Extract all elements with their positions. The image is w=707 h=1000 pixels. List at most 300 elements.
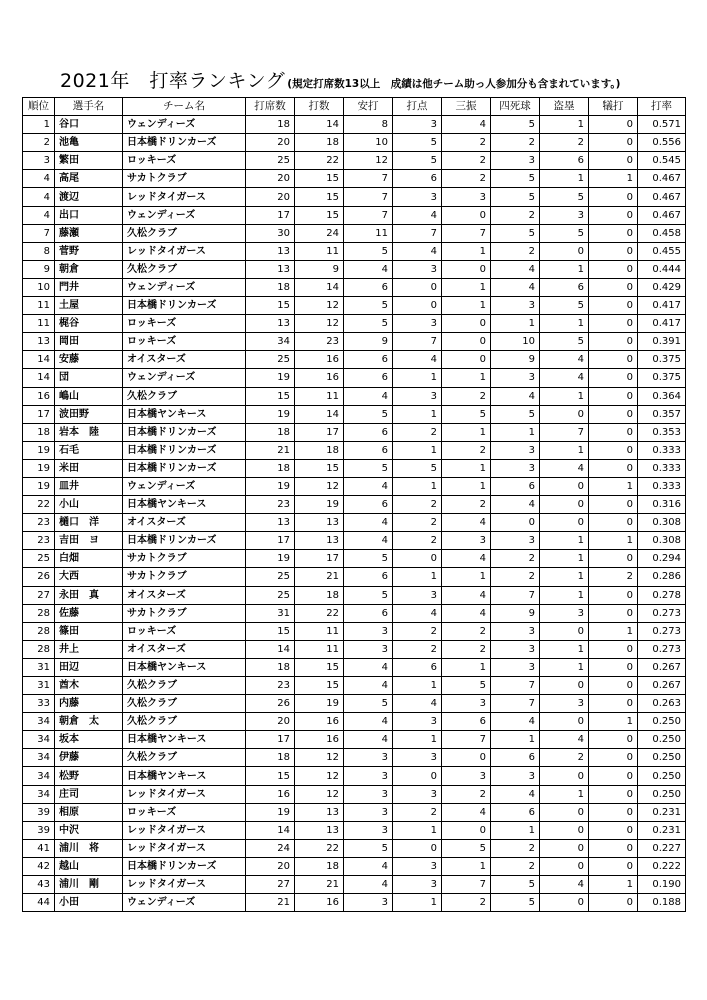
- rank-cell: 9: [23, 260, 55, 278]
- hits-cell: 7: [344, 206, 393, 224]
- rbi-cell: 1: [393, 441, 442, 459]
- player-name-cell: 朝倉: [55, 260, 123, 278]
- strikeouts-cell: 0: [442, 749, 491, 767]
- rank-cell: 18: [23, 423, 55, 441]
- plate-appearances-cell: 34: [246, 333, 295, 351]
- walks-hbp-cell: 2: [491, 550, 540, 568]
- rank-cell: 31: [23, 658, 55, 676]
- plate-appearances-cell: 19: [246, 803, 295, 821]
- team-name-cell: ロッキーズ: [123, 333, 246, 351]
- at-bats-cell: 14: [295, 278, 344, 296]
- at-bats-cell: 15: [295, 658, 344, 676]
- team-name-cell: レッドタイガース: [123, 242, 246, 260]
- table-row: [23, 206, 686, 224]
- plate-appearances-cell: 17: [246, 731, 295, 749]
- player-name-cell: 酋木: [55, 677, 123, 695]
- plate-appearances-cell: 18: [246, 278, 295, 296]
- sacrifice-cell: 0: [589, 224, 638, 242]
- strikeouts-cell: 7: [442, 876, 491, 894]
- at-bats-cell: 14: [295, 405, 344, 423]
- plate-appearances-cell: 15: [246, 622, 295, 640]
- player-name-cell: 朝倉 太: [55, 713, 123, 731]
- rbi-cell: 5: [393, 459, 442, 477]
- player-name-cell: 坂本: [55, 731, 123, 749]
- player-name-cell: 樋口 洋: [55, 514, 123, 532]
- walks-hbp-cell: 6: [491, 803, 540, 821]
- plate-appearances-cell: 17: [246, 206, 295, 224]
- player-name-cell: 白畑: [55, 550, 123, 568]
- stolen-bases-cell: 5: [540, 333, 589, 351]
- strikeouts-cell: 0: [442, 351, 491, 369]
- batting-average-cell: 0.316: [638, 496, 686, 514]
- strikeouts-cell: 0: [442, 206, 491, 224]
- stolen-bases-cell: 5: [540, 224, 589, 242]
- walks-hbp-cell: 7: [491, 695, 540, 713]
- batting-average-cell: 0.250: [638, 767, 686, 785]
- rank-cell: 31: [23, 677, 55, 695]
- plate-appearances-cell: 14: [246, 821, 295, 839]
- player-name-cell: 梶谷: [55, 315, 123, 333]
- team-name-cell: 日本橋ヤンキース: [123, 405, 246, 423]
- team-name-cell: 日本橋ヤンキース: [123, 767, 246, 785]
- stolen-bases-cell: 1: [540, 387, 589, 405]
- strikeouts-cell: 0: [442, 315, 491, 333]
- rbi-cell: 0: [393, 297, 442, 315]
- stolen-bases-cell: 0: [540, 857, 589, 875]
- table-row: [23, 134, 686, 152]
- plate-appearances-cell: 20: [246, 134, 295, 152]
- strikeouts-cell: 1: [442, 568, 491, 586]
- batting-average-cell: 0.417: [638, 297, 686, 315]
- rbi-cell: 6: [393, 658, 442, 676]
- at-bats-cell: 16: [295, 351, 344, 369]
- at-bats-cell: 15: [295, 459, 344, 477]
- at-bats-cell: 12: [295, 785, 344, 803]
- hits-cell: 6: [344, 604, 393, 622]
- team-name-cell: 日本橋ヤンキース: [123, 496, 246, 514]
- plate-appearances-cell: 26: [246, 695, 295, 713]
- at-bats-cell: 24: [295, 224, 344, 242]
- plate-appearances-cell: 14: [246, 640, 295, 658]
- plate-appearances-cell: 20: [246, 713, 295, 731]
- walks-hbp-cell: 10: [491, 333, 540, 351]
- rbi-cell: 1: [393, 677, 442, 695]
- stolen-bases-cell: 1: [540, 441, 589, 459]
- stolen-bases-cell: 0: [540, 622, 589, 640]
- rank-cell: 34: [23, 785, 55, 803]
- table-row: [23, 459, 686, 477]
- rank-cell: 17: [23, 405, 55, 423]
- title-note: (規定打席数13以上 成績は他チーム助っ人参加分も含まれています。): [287, 78, 621, 90]
- batting-average-cell: 0.467: [638, 170, 686, 188]
- sacrifice-cell: 0: [589, 803, 638, 821]
- rank-cell: 26: [23, 568, 55, 586]
- stolen-bases-cell: 1: [540, 568, 589, 586]
- hits-cell: 5: [344, 405, 393, 423]
- at-bats-cell: 9: [295, 260, 344, 278]
- plate-appearances-cell: 20: [246, 188, 295, 206]
- walks-hbp-cell: 4: [491, 260, 540, 278]
- batting-average-cell: 0.353: [638, 423, 686, 441]
- at-bats-cell: 15: [295, 206, 344, 224]
- strikeouts-cell: 6: [442, 713, 491, 731]
- rbi-cell: 2: [393, 622, 442, 640]
- walks-hbp-cell: 9: [491, 604, 540, 622]
- table-row: [23, 713, 686, 731]
- rank-cell: 13: [23, 333, 55, 351]
- plate-appearances-cell: 18: [246, 459, 295, 477]
- rank-cell: 39: [23, 803, 55, 821]
- plate-appearances-cell: 15: [246, 297, 295, 315]
- plate-appearances-cell: 15: [246, 767, 295, 785]
- hits-cell: 5: [344, 839, 393, 857]
- col-header: 打率: [638, 98, 686, 116]
- player-name-cell: 石毛: [55, 441, 123, 459]
- rank-cell: 39: [23, 821, 55, 839]
- strikeouts-cell: 5: [442, 677, 491, 695]
- rbi-cell: 3: [393, 387, 442, 405]
- sacrifice-cell: 0: [589, 731, 638, 749]
- strikeouts-cell: 2: [442, 894, 491, 912]
- at-bats-cell: 17: [295, 423, 344, 441]
- sacrifice-cell: 1: [589, 477, 638, 495]
- plate-appearances-cell: 13: [246, 514, 295, 532]
- rank-cell: 14: [23, 351, 55, 369]
- at-bats-cell: 12: [295, 767, 344, 785]
- stolen-bases-cell: 0: [540, 514, 589, 532]
- team-name-cell: レッドタイガース: [123, 876, 246, 894]
- strikeouts-cell: 2: [442, 170, 491, 188]
- batting-average-cell: 0.267: [638, 677, 686, 695]
- stolen-bases-cell: 4: [540, 459, 589, 477]
- player-name-cell: 相原: [55, 803, 123, 821]
- hits-cell: 7: [344, 188, 393, 206]
- strikeouts-cell: 2: [442, 152, 491, 170]
- table-row: [23, 496, 686, 514]
- rbi-cell: 3: [393, 586, 442, 604]
- strikeouts-cell: 3: [442, 188, 491, 206]
- team-name-cell: 日本橋ドリンカーズ: [123, 423, 246, 441]
- sacrifice-cell: 0: [589, 278, 638, 296]
- col-header: 犠打: [589, 98, 638, 116]
- rbi-cell: 4: [393, 351, 442, 369]
- player-name-cell: 田辺: [55, 658, 123, 676]
- batting-average-cell: 0.571: [638, 116, 686, 134]
- team-name-cell: 久松クラブ: [123, 387, 246, 405]
- walks-hbp-cell: 2: [491, 568, 540, 586]
- strikeouts-cell: 2: [442, 785, 491, 803]
- plate-appearances-cell: 19: [246, 405, 295, 423]
- table-row: [23, 586, 686, 604]
- team-name-cell: 日本橋ドリンカーズ: [123, 297, 246, 315]
- hits-cell: 3: [344, 767, 393, 785]
- batting-average-cell: 0.467: [638, 206, 686, 224]
- at-bats-cell: 13: [295, 803, 344, 821]
- at-bats-cell: 17: [295, 550, 344, 568]
- plate-appearances-cell: 25: [246, 586, 295, 604]
- team-name-cell: 日本橋ドリンカーズ: [123, 532, 246, 550]
- at-bats-cell: 19: [295, 695, 344, 713]
- plate-appearances-cell: 21: [246, 894, 295, 912]
- team-name-cell: ロッキーズ: [123, 622, 246, 640]
- hits-cell: 4: [344, 876, 393, 894]
- table-row: [23, 622, 686, 640]
- table-row: [23, 876, 686, 894]
- rank-cell: 28: [23, 640, 55, 658]
- batting-average-cell: 0.190: [638, 876, 686, 894]
- at-bats-cell: 11: [295, 387, 344, 405]
- hits-cell: 11: [344, 224, 393, 242]
- player-name-cell: 佐藤: [55, 604, 123, 622]
- sacrifice-cell: 0: [589, 695, 638, 713]
- strikeouts-cell: 1: [442, 278, 491, 296]
- walks-hbp-cell: 4: [491, 496, 540, 514]
- col-header: 順位: [23, 98, 55, 116]
- batting-average-cell: 0.333: [638, 441, 686, 459]
- at-bats-cell: 11: [295, 640, 344, 658]
- batting-average-cell: 0.278: [638, 586, 686, 604]
- plate-appearances-cell: 24: [246, 839, 295, 857]
- strikeouts-cell: 2: [442, 496, 491, 514]
- at-bats-cell: 15: [295, 677, 344, 695]
- rbi-cell: 3: [393, 749, 442, 767]
- plate-appearances-cell: 25: [246, 152, 295, 170]
- stolen-bases-cell: 0: [540, 839, 589, 857]
- table-row: [23, 803, 686, 821]
- plate-appearances-cell: 25: [246, 351, 295, 369]
- table-row: [23, 785, 686, 803]
- table-row: [23, 351, 686, 369]
- strikeouts-cell: 2: [442, 640, 491, 658]
- team-name-cell: オイスターズ: [123, 640, 246, 658]
- stolen-bases-cell: 1: [540, 260, 589, 278]
- sacrifice-cell: 0: [589, 188, 638, 206]
- player-name-cell: 永田 真: [55, 586, 123, 604]
- hits-cell: 9: [344, 333, 393, 351]
- team-name-cell: サカトクラブ: [123, 568, 246, 586]
- rbi-cell: 3: [393, 116, 442, 134]
- plate-appearances-cell: 18: [246, 658, 295, 676]
- strikeouts-cell: 4: [442, 586, 491, 604]
- rbi-cell: 5: [393, 152, 442, 170]
- player-name-cell: 嶋山: [55, 387, 123, 405]
- hits-cell: 6: [344, 496, 393, 514]
- hits-cell: 6: [344, 423, 393, 441]
- player-name-cell: 井上: [55, 640, 123, 658]
- batting-average-cell: 0.273: [638, 604, 686, 622]
- rbi-cell: 1: [393, 477, 442, 495]
- walks-hbp-cell: 0: [491, 514, 540, 532]
- batting-average-cell: 0.429: [638, 278, 686, 296]
- sacrifice-cell: 0: [589, 441, 638, 459]
- stolen-bases-cell: 7: [540, 423, 589, 441]
- rbi-cell: 4: [393, 242, 442, 260]
- sacrifice-cell: 0: [589, 459, 638, 477]
- table-row: [23, 568, 686, 586]
- player-name-cell: 波田野: [55, 405, 123, 423]
- stolen-bases-cell: 1: [540, 785, 589, 803]
- hits-cell: 4: [344, 731, 393, 749]
- player-name-cell: 安藤: [55, 351, 123, 369]
- player-name-cell: 高尾: [55, 170, 123, 188]
- rank-cell: 8: [23, 242, 55, 260]
- walks-hbp-cell: 4: [491, 713, 540, 731]
- rank-cell: 14: [23, 369, 55, 387]
- batting-average-cell: 0.455: [638, 242, 686, 260]
- player-name-cell: 浦川 剛: [55, 876, 123, 894]
- plate-appearances-cell: 17: [246, 532, 295, 550]
- rank-cell: 16: [23, 387, 55, 405]
- rbi-cell: 0: [393, 767, 442, 785]
- hits-cell: 3: [344, 640, 393, 658]
- sacrifice-cell: 0: [589, 640, 638, 658]
- sacrifice-cell: 1: [589, 170, 638, 188]
- hits-cell: 7: [344, 170, 393, 188]
- sacrifice-cell: 0: [589, 496, 638, 514]
- hits-cell: 5: [344, 315, 393, 333]
- batting-average-cell: 0.250: [638, 785, 686, 803]
- col-header: 打席数: [246, 98, 295, 116]
- plate-appearances-cell: 20: [246, 170, 295, 188]
- rbi-cell: 2: [393, 532, 442, 550]
- hits-cell: 5: [344, 586, 393, 604]
- stolen-bases-cell: 0: [540, 894, 589, 912]
- rbi-cell: 2: [393, 514, 442, 532]
- stolen-bases-cell: 0: [540, 496, 589, 514]
- stolen-bases-cell: 3: [540, 695, 589, 713]
- rbi-cell: 0: [393, 278, 442, 296]
- player-name-cell: 浦川 将: [55, 839, 123, 857]
- col-header: 三振: [442, 98, 491, 116]
- col-header: 選手名: [55, 98, 123, 116]
- sacrifice-cell: 0: [589, 785, 638, 803]
- walks-hbp-cell: 2: [491, 839, 540, 857]
- walks-hbp-cell: 2: [491, 857, 540, 875]
- stolen-bases-cell: 0: [540, 405, 589, 423]
- player-name-cell: 藤瀬: [55, 224, 123, 242]
- stolen-bases-cell: 0: [540, 242, 589, 260]
- table-row: [23, 695, 686, 713]
- rbi-cell: 1: [393, 405, 442, 423]
- walks-hbp-cell: 3: [491, 640, 540, 658]
- ranking-table: [22, 97, 686, 912]
- batting-average-cell: 0.222: [638, 857, 686, 875]
- stolen-bases-cell: 1: [540, 532, 589, 550]
- batting-average-cell: 0.444: [638, 260, 686, 278]
- at-bats-cell: 22: [295, 839, 344, 857]
- player-name-cell: 小山: [55, 496, 123, 514]
- rank-cell: 11: [23, 315, 55, 333]
- stolen-bases-cell: 0: [540, 767, 589, 785]
- team-name-cell: 日本橋ドリンカーズ: [123, 459, 246, 477]
- at-bats-cell: 18: [295, 134, 344, 152]
- plate-appearances-cell: 21: [246, 441, 295, 459]
- hits-cell: 4: [344, 857, 393, 875]
- team-name-cell: ウェンディーズ: [123, 894, 246, 912]
- walks-hbp-cell: 4: [491, 785, 540, 803]
- rbi-cell: 3: [393, 315, 442, 333]
- stolen-bases-cell: 1: [540, 116, 589, 134]
- stolen-bases-cell: 0: [540, 803, 589, 821]
- table-row: [23, 767, 686, 785]
- strikeouts-cell: 5: [442, 839, 491, 857]
- col-header: チーム名: [123, 98, 246, 116]
- stolen-bases-cell: 6: [540, 278, 589, 296]
- walks-hbp-cell: 5: [491, 170, 540, 188]
- player-name-cell: 大西: [55, 568, 123, 586]
- rbi-cell: 3: [393, 876, 442, 894]
- rank-cell: 3: [23, 152, 55, 170]
- strikeouts-cell: 1: [442, 242, 491, 260]
- walks-hbp-cell: 7: [491, 586, 540, 604]
- player-name-cell: 松野: [55, 767, 123, 785]
- team-name-cell: 久松クラブ: [123, 713, 246, 731]
- table-row: [23, 658, 686, 676]
- rbi-cell: 5: [393, 134, 442, 152]
- stolen-bases-cell: 1: [540, 640, 589, 658]
- batting-average-cell: 0.375: [638, 369, 686, 387]
- player-name-cell: 伊藤: [55, 749, 123, 767]
- strikeouts-cell: 2: [442, 134, 491, 152]
- at-bats-cell: 21: [295, 568, 344, 586]
- sacrifice-cell: 0: [589, 260, 638, 278]
- player-name-cell: 池亀: [55, 134, 123, 152]
- rbi-cell: 1: [393, 894, 442, 912]
- at-bats-cell: 15: [295, 170, 344, 188]
- walks-hbp-cell: 3: [491, 459, 540, 477]
- at-bats-cell: 16: [295, 369, 344, 387]
- player-name-cell: 出口: [55, 206, 123, 224]
- walks-hbp-cell: 5: [491, 405, 540, 423]
- at-bats-cell: 13: [295, 532, 344, 550]
- at-bats-cell: 11: [295, 622, 344, 640]
- table-row: [23, 260, 686, 278]
- sacrifice-cell: 1: [589, 532, 638, 550]
- rank-cell: 23: [23, 514, 55, 532]
- walks-hbp-cell: 3: [491, 658, 540, 676]
- plate-appearances-cell: 19: [246, 477, 295, 495]
- table-row: [23, 532, 686, 550]
- sacrifice-cell: 1: [589, 876, 638, 894]
- sacrifice-cell: 0: [589, 894, 638, 912]
- walks-hbp-cell: 7: [491, 677, 540, 695]
- hits-cell: 6: [344, 568, 393, 586]
- at-bats-cell: 14: [295, 116, 344, 134]
- table-row: [23, 405, 686, 423]
- walks-hbp-cell: 6: [491, 749, 540, 767]
- plate-appearances-cell: 16: [246, 785, 295, 803]
- rank-cell: 34: [23, 749, 55, 767]
- col-header: 打数: [295, 98, 344, 116]
- batting-average-cell: 0.250: [638, 749, 686, 767]
- sacrifice-cell: 2: [589, 568, 638, 586]
- sacrifice-cell: 0: [589, 206, 638, 224]
- team-name-cell: ウェンディーズ: [123, 369, 246, 387]
- hits-cell: 4: [344, 658, 393, 676]
- hits-cell: 4: [344, 713, 393, 731]
- sacrifice-cell: 0: [589, 369, 638, 387]
- team-name-cell: 久松クラブ: [123, 695, 246, 713]
- table-row: [23, 839, 686, 857]
- rank-cell: 23: [23, 532, 55, 550]
- table-row: [23, 297, 686, 315]
- walks-hbp-cell: 3: [491, 622, 540, 640]
- plate-appearances-cell: 31: [246, 604, 295, 622]
- rank-cell: 4: [23, 206, 55, 224]
- walks-hbp-cell: 1: [491, 821, 540, 839]
- batting-average-cell: 0.286: [638, 568, 686, 586]
- team-name-cell: 久松クラブ: [123, 677, 246, 695]
